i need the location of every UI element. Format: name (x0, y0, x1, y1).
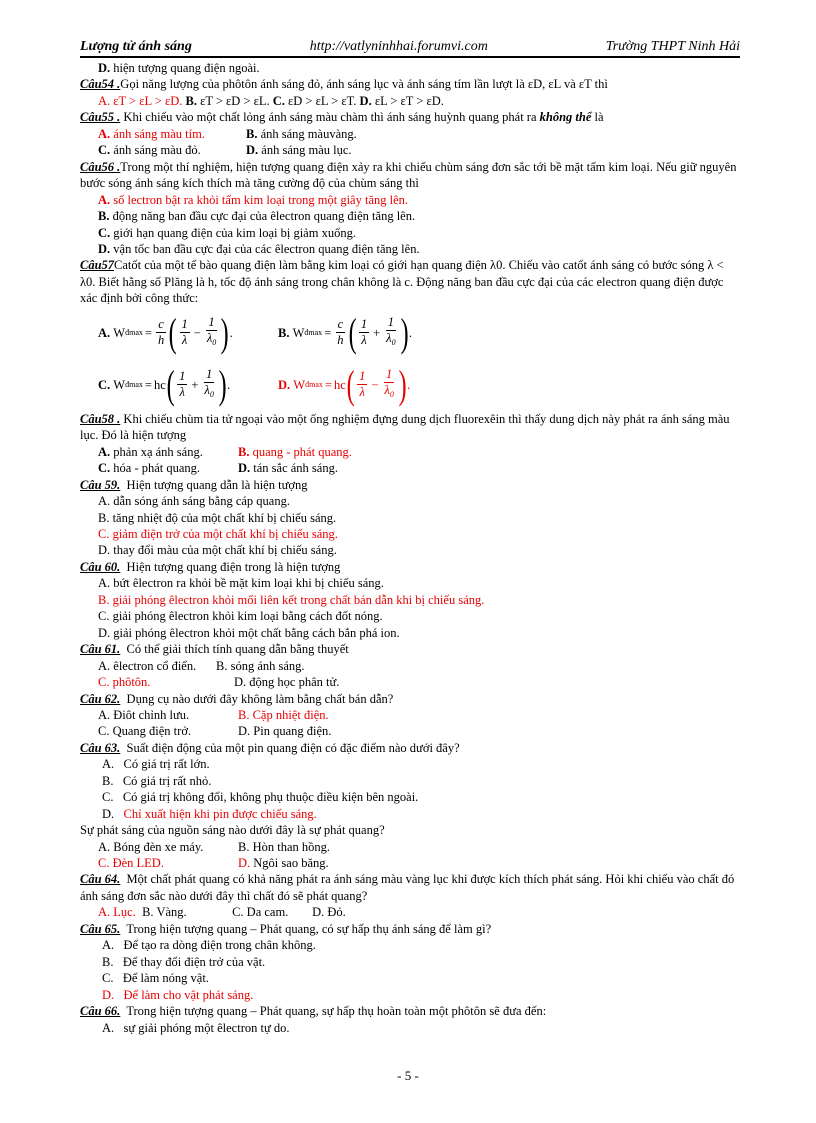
option-65-b: B. Để thay đổi điện trở của vật. (102, 954, 266, 969)
question-64: Câu 64. Một chất phát quang có khả năng phát ra ánh sáng màu vàng lục khi được kích thích phát sáng. Hỏi khi chiếu vào chất đó ánh sáng đơn sắc nào dưới đây thì chất đó sẽ phát quang? (80, 872, 735, 903)
formula-row-1 (80, 307, 740, 359)
question-56: Câu56 .Trong một thí nghiệm, hiện tượng quang điện xảy ra khi chiếu chùm sáng đơn sắc tới bề mặt tấm kim loại. Nếu giữ nguyên bước sóng ánh sáng kích thích mà tăng cường độ của chùm sáng thì (80, 159, 737, 191)
question-60: Câu 60. Hiện tượng quang điện trong là hiện tượng (80, 559, 341, 574)
option-a: A. εT > εL > εD. (98, 93, 183, 108)
prev-option-d: D. hiện tượng quang điện ngoài. (98, 61, 260, 75)
options-62-row1: A. Điôt chỉnh lưu. B. Cặp nhiệt điện. (98, 707, 329, 722)
question-63: Câu 63. Suất điện động của một pin quang điện có đặc điểm nào dưới đây? (80, 740, 460, 755)
option-66-a: A. sự giải phóng một êlectron tự do. (102, 1020, 290, 1035)
option-65-c: C. Để làm nóng vật. (102, 971, 209, 986)
option-63-a: A. Có giá trị rất lớn. (102, 757, 210, 772)
formula-a: A. W đmax = $\frac{c}{h}$ ( $\frac{1}{\lambda}$ − $\frac{1}{\lambda_0}$ ) . (98, 309, 233, 355)
formula-b: B. W đmax = $\frac{c}{h}$ ( $\frac{1}{\lambda}$ + $\frac{1}{\lambda_0}$ ) . (278, 309, 413, 355)
option-59-c: C. giảm điện trở của một chất khí bị chiếu sáng. (98, 526, 338, 541)
document-body (80, 60, 740, 1036)
page-number: - 5 - (397, 1068, 419, 1083)
page-header (80, 38, 740, 58)
options-61-row2: C. phôtôn. D. động học phân tử. (98, 675, 340, 690)
question-58: Câu58 . Khi chiếu chùm tia tử ngoại vào một ống nghiệm đựng dung dịch fluorexêin thì thấy dung dịch này phát ra ánh sáng màu lục. Đó là hiện tượng (80, 411, 730, 443)
options-55-row2: C. ánh sáng màu đỏ. D. ánh sáng màu lục. (98, 143, 352, 158)
option-b: εT > εD > εL. (200, 93, 270, 108)
header-title: Lượng tử ánh sáng (80, 39, 192, 54)
option-60-c: C. giải phóng êlectron khỏi kim loại bằng cách đốt nóng. (98, 609, 383, 624)
question-54 (80, 76, 740, 92)
page (80, 38, 740, 1036)
options-x-row2: C. Đèn LED. D. Ngôi sao băng. (98, 856, 329, 871)
option-56-b: B. động năng ban đầu cực đại của êlectron quang điện tăng lên. (98, 209, 416, 224)
question-55: Câu55 . Khi chiếu vào một chất lỏng ánh sáng màu chàm thì ánh sáng huỳnh quang phát ra không thể là (80, 110, 604, 125)
question-61: Câu 61. Có thể giải thích tính quang dẫn bằng thuyết (80, 642, 349, 657)
header-url[interactable]: http://vatlyninhhai.forumvi.com (309, 39, 488, 54)
option-65-a: A. Để tạo ra dòng điện trong chân không. (102, 938, 316, 953)
question-66: Câu 66. Trong hiện tượng quang – Phát quang, sự hấp thụ hoàn toàn một phôtôn sẽ đưa đến: (80, 1004, 547, 1019)
formula-c: C. W đmax = hc ( $\frac{1}{\lambda}$ + $\frac{1}{\lambda_0}$ ) . (98, 361, 231, 407)
option-d: εL > εT > εD. (374, 93, 444, 108)
formula-row-2 (80, 359, 740, 411)
option-c: εD > εL > εT. (288, 93, 357, 108)
question-unnumbered: Sự phát sáng của nguồn sáng nào dưới đây là sự phát quang? (80, 823, 385, 838)
header-school: Trường THPT Ninh Hải (605, 39, 740, 54)
option-56-a: A. số lectron bật ra khỏi tấm kim loại trong một giây tăng lên. (98, 192, 409, 207)
options-x-row1: A. Bóng đèn xe máy. B. Hòn than hồng. (98, 839, 331, 854)
options-61-row1: A. êlectron cổ điển. B. sóng ánh sáng. (98, 658, 305, 673)
options-55-row1: A. ánh sáng màu tím. B. ánh sáng màuvàng. (98, 126, 357, 141)
option-60-a: A. bứt êlectron ra khỏi bề mặt kim loại khi bị chiếu sáng. (98, 576, 384, 591)
option-60-d: D. giải phóng êlectron khỏi một chất bằng cách bắn phá ion. (98, 625, 400, 640)
question-text: Gọi năng lượng của phôtôn ánh sáng đỏ, ánh sáng lục và ánh sáng tím lần lượt là εD, εL và εT thì (120, 77, 608, 92)
option-59-a: A. dẫn sóng ánh sáng bằng cáp quang. (98, 494, 290, 509)
option-63-c: C. Có giá trị không đổi, không phụ thuộc điều kiện bên ngoài. (102, 790, 419, 805)
question-57: Câu57Catốt của một tế bào quang điện làm bằng kim loại có giới hạn quang điện λ0. Chiếu vào catốt ánh sáng có bước sóng λ < λ0. Biết hằng số Plăng là h, tốc độ ánh sáng trong chân không là c. Động năng ban đầu cực đại của các electron quang điện được xác định bởi công thức: (80, 258, 724, 306)
question-59: Câu 59. Hiện tượng quang dẫn là hiện tượng (80, 477, 308, 492)
options-58-row1: A. phản xạ ánh sáng. B. quang - phát quang. (98, 444, 352, 459)
option-56-c: C. giới hạn quang điện của kim loại bị giảm xuống. (98, 225, 356, 240)
question-62: Câu 62. Dụng cụ nào dưới đây không làm bằng chất bán dẫn? (80, 691, 394, 706)
options-62-row2: C. Quang điện trở. D. Pin quang điện. (98, 724, 332, 739)
option-59-b: B. tăng nhiệt độ của một chất khí bị chiếu sáng. (98, 510, 337, 525)
option-56-d: D. vận tốc ban đầu cực đại của các êlectron quang điện tăng lên. (98, 241, 420, 256)
option-60-b: B. giải phóng êlectron khỏi mối liên kết trong chất bán dẫn khi bị chiếu sáng. (98, 592, 485, 607)
options-54: A. εT > εL > εD. B. εT > εD > εL. C. εD > εL > εT. D. εL > εT > εD. (98, 93, 444, 108)
options-64: A. Lục. B. Vàng. C. Da cam. D. Đỏ. (98, 905, 346, 920)
question-65: Câu 65. Trong hiện tượng quang – Phát quang, có sự hấp thụ ánh sáng để làm gì? (80, 921, 492, 936)
question-label: Câu54 . (80, 77, 121, 92)
option-63-d: D. Chỉ xuất hiện khi pin được chiếu sáng. (102, 806, 317, 821)
option-65-d: D. Để làm cho vật phát sáng. (102, 987, 254, 1002)
options-58-row2: C. hóa - phát quang. D. tán sắc ánh sáng. (98, 461, 338, 476)
formula-d: D. W đmax = hc ( $\frac{1}{\lambda}$ − $\frac{1}{\lambda_0}$ ) . (278, 361, 411, 407)
option-63-b: B. Có giá trị rất nhỏ. (102, 773, 212, 788)
option-59-d: D. thay đổi màu của một chất khí bị chiếu sáng. (98, 543, 337, 558)
